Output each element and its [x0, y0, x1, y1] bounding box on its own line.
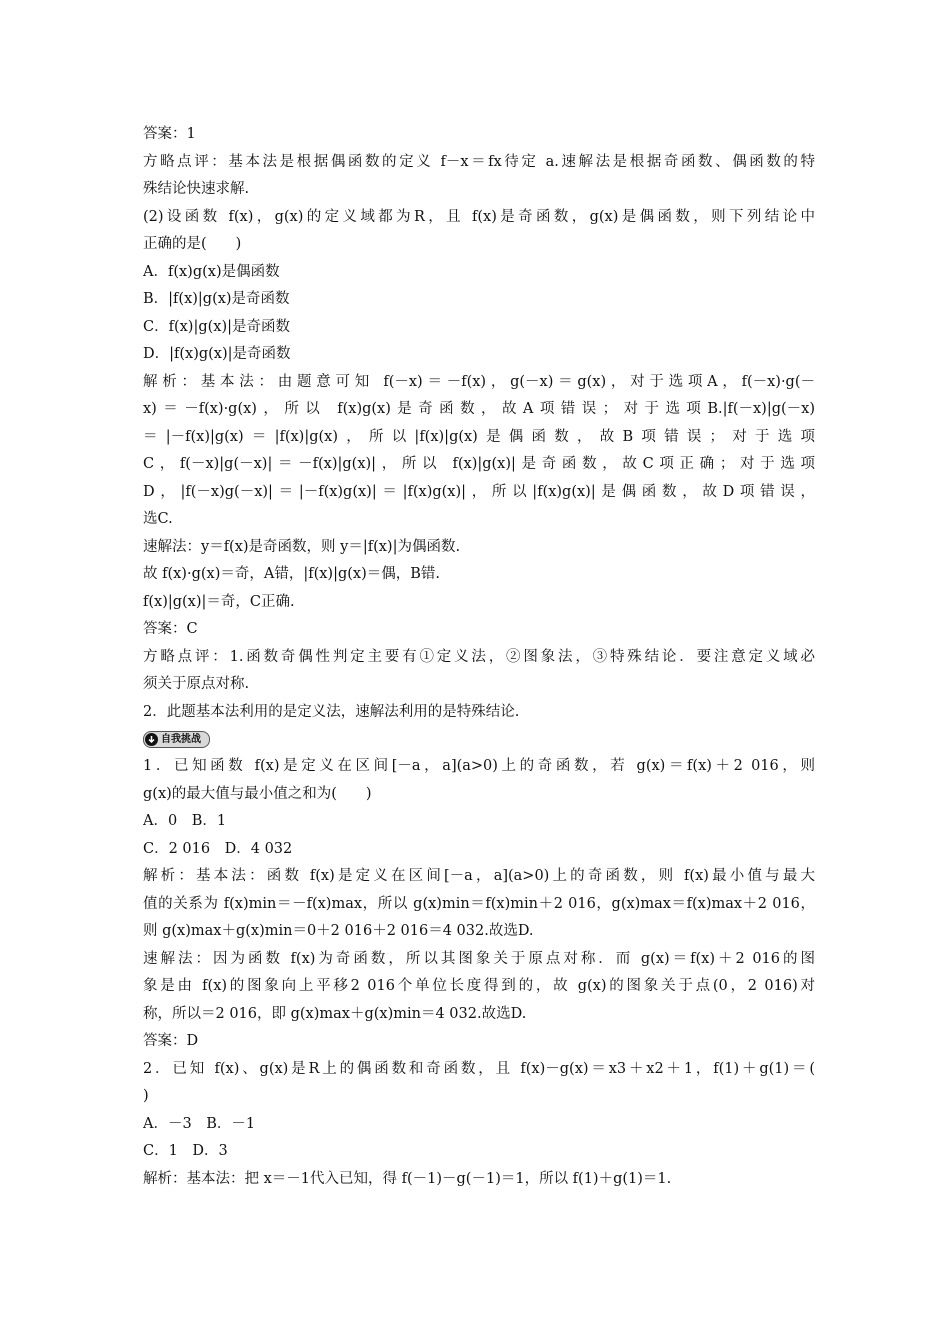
text-line: 答案：1 — [143, 126, 196, 142]
text-line: 2．已知 f(x)、g(x)是R上的偶函数和奇函数，且 f(x)－g(x)＝x3＋x2＋1，f(1)＋g(1)＝( — [143, 1060, 815, 1077]
option-line: A．－3 B．－1 — [143, 1115, 256, 1132]
text-line: 称，所以＝2 016，即 g(x)max＋g(x)min＝4 032.故选D. — [143, 1005, 527, 1022]
badge-label: 自我挑战 — [161, 733, 201, 745]
text-line: 速解法：因为函数 f(x)为奇函数，所以其图象关于原点对称．而 g(x)＝f(x)＋2 016的图 — [143, 950, 815, 967]
option-a: A．f(x)g(x)是偶函数 — [143, 263, 280, 280]
option-line: C．1 D．3 — [143, 1143, 228, 1159]
text-line: ＝|－f(x)|g(x)＝|f(x)|g(x)，所以|f(x)|g(x)是偶函数，故B项错误；对于选项 — [143, 428, 815, 445]
text-line: D，|f(－x)g(－x)|＝|－f(x)g(x)|＝|f(x)g(x)|，所以|f(x)g(x)|是偶函数，故D项错误， — [143, 483, 815, 500]
arrow-down-icon — [145, 733, 158, 746]
text-line: ) — [143, 1088, 149, 1104]
text-line: 象是由 f(x)的图象向上平移2 016个单位长度得到的，故 g(x)的图象关于点(0，2 016)对 — [143, 978, 815, 994]
text-line: 方略点评：基本法是根据偶函数的定义 f－x＝fx待定 a.速解法是根据奇函数、偶函数的特 — [143, 153, 815, 170]
text-line: 则 g(x)max＋g(x)min＝0＋2 016＋2 016＝4 032.故选D. — [143, 923, 534, 939]
text-line: 故 f(x)·g(x)＝奇，A错，|f(x)|g(x)＝偶，B错. — [143, 566, 440, 582]
text-line: 答案：D — [143, 1033, 199, 1049]
text-line: 解析：基本法：把 x＝－1代入已知，得 f(－1)－g(－1)＝1，所以 f(1)＋g(1)＝1. — [143, 1170, 672, 1187]
text-line: 选C. — [143, 511, 173, 527]
text-line: 答案：C — [143, 621, 198, 637]
text-line: 1．已知函数 f(x)是定义在区间[－a，a](a>0)上的奇函数，若 g(x)＝f(x)＋2 016，则 — [143, 758, 815, 774]
text-line: 2．此题基本法利用的是定义法，速解法利用的是特殊结论. — [143, 703, 520, 720]
text-line: C，f(－x)|g(－x)|＝－f(x)|g(x)|，所以 f(x)|g(x)|是奇函数，故C项正确；对于选项 — [143, 456, 815, 472]
text-line: x)＝－f(x)·g(x)，所以 f(x)g(x)是奇函数，故A项错误；对于选项B.|f(－x)|g(－x) — [143, 401, 815, 417]
text-line: 方略点评：1.函数奇偶性判定主要有①定义法，②图象法，③特殊结论．要注意定义域必 — [143, 648, 815, 665]
text-line: 值的关系为 f(x)min＝－f(x)max，所以 g(x)min＝f(x)min＋2 016，g(x)max＝f(x)max＋2 016， — [143, 895, 815, 912]
option-d: D．|f(x)g(x)|是奇函数 — [143, 346, 291, 362]
option-b: B．|f(x)|g(x)是奇函数 — [143, 291, 290, 307]
text-line: (2)设函数 f(x)，g(x)的定义域都为R，且 f(x)是奇函数，g(x)是偶函数，则下列结论中 — [143, 208, 815, 225]
text-line: 解析：基本法：由题意可知 f(－x)＝－f(x)，g(－x)＝g(x)，对于选项A，f(－x)·g(－ — [143, 373, 815, 390]
text-line: 速解法：y＝f(x)是奇函数，则 y＝|f(x)|为偶函数. — [143, 538, 461, 555]
option-line: C．2 016 D．4 032 — [143, 840, 293, 857]
section-header — [143, 726, 815, 753]
text-line: 正确的是( ) — [143, 236, 242, 252]
option-c: C．f(x)|g(x)|是奇函数 — [143, 318, 290, 335]
document-body — [143, 121, 815, 1193]
option-line: A．0 B．1 — [143, 813, 227, 829]
self-challenge-badge — [143, 731, 210, 748]
text-line: 殊结论快速求解. — [143, 181, 250, 197]
text-line: 解析：基本法：函数 f(x)是定义在区间[－a，a](a>0)上的奇函数，则 f(x)最小值与最大 — [143, 868, 815, 884]
text-line: g(x)的最大值与最小值之和为( ) — [143, 785, 372, 802]
text-line: f(x)|g(x)|＝奇，C正确. — [143, 593, 295, 610]
text-line: 须关于原点对称. — [143, 676, 250, 692]
